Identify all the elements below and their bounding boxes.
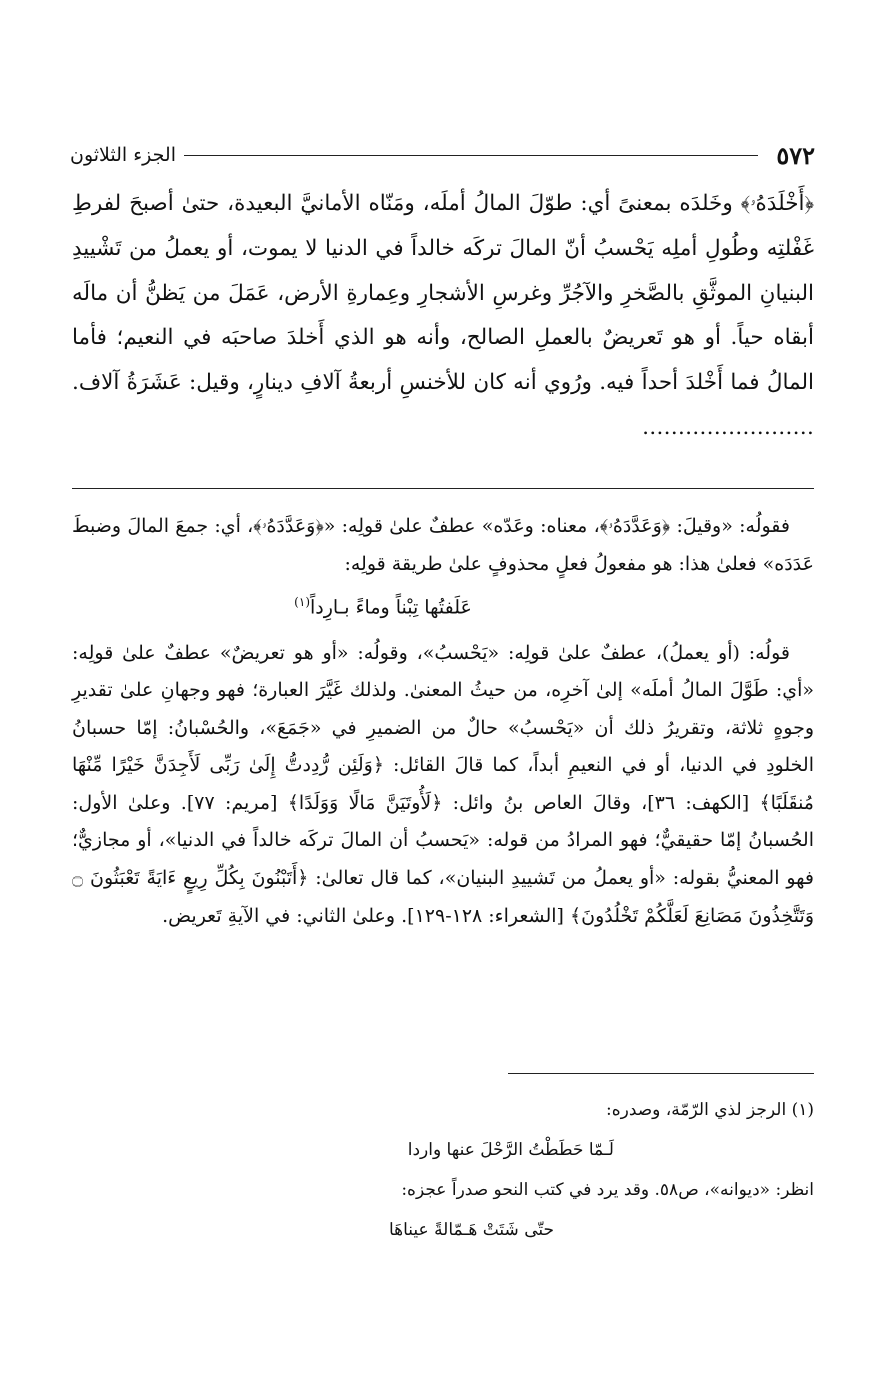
section-title: الجزء الثلاثون bbox=[70, 144, 176, 166]
dotted-leader: …………………… bbox=[642, 414, 814, 440]
section-divider bbox=[72, 488, 814, 489]
footnote-ref: (١) bbox=[294, 595, 310, 610]
main-paragraph-text: ﴿أَخْلَدَهُۥ﴾ وخَلدَه بمعنىً أي: طوّلَ المالُ أملَه، ومَنّاه الأمانيَّ البعيدة، حتىٰ أصبحَ لفرطِ غَفْلتِه وطُولِ أملِه يَحْسبُ أنّ المالَ تركَه خالداً في الدنيا لا يموت، أو يعملُ من تَشْييدِ البنيانِ الموثَّقِ بالصَّخرِ والآجُرِّ وغرسِ الأشجارِ وعِمارةِ الأرض، عَمَلَ من يَظنُّ أن مالَه أبقاه حياً. أو هو تَعريضٌ بالعملِ الصالح، وأنه هو الذي أَخلدَ صاحبَه في النعيم؛ فأما المالُ فما أَخْلدَ أحداً فيه. ورُوي أنه كان للأخنسِ أربعةُ آلافِ دينارٍ، وقيل: عَشَرَةُ آلاف. bbox=[72, 191, 814, 396]
footnote-verse-1: لَـمّا حَطَطْتُ الرَّحْلَ عنها واردا bbox=[407, 1140, 614, 1160]
page-header bbox=[70, 135, 815, 175]
commentary bbox=[72, 508, 814, 935]
poem-verse bbox=[72, 583, 814, 626]
footnote-1: (١) الرجز لذي الرّمّة، وصدره: bbox=[605, 1100, 814, 1120]
header-rule bbox=[184, 155, 758, 156]
footnotes bbox=[72, 1090, 814, 1250]
footnote-verse-2: حتّى شَتَتْ هَـمّالةً عيناهَا bbox=[388, 1220, 554, 1240]
poem-text: عَلَفتُها تِبْناً وماءً بـارِداً bbox=[310, 596, 472, 619]
footnote-rule bbox=[508, 1073, 814, 1074]
main-text bbox=[72, 182, 814, 451]
page-number: ٥٧٢ bbox=[776, 140, 815, 170]
commentary-paragraph-1: فقولُه: «وقيلَ: ﴿وَعَدَّدَهُۥ﴾، معناه: وعَدّه» عطفٌ علىٰ قولِه: «﴿وَعَدَّدَهُۥ﴾، أي: جمعَ المالَ وضبطَ عَدَدَه» فعلىٰ هذا: هو مفعولُ فعلٍ محذوفٍ علىٰ طريقة قولِه: bbox=[72, 515, 814, 575]
commentary-paragraph-2: قولُه: (أو يعملُ)، عطفٌ علىٰ قولِه: «يَحْسبُ»، وقولُه: «أو هو تعريضٌ» عطفٌ علىٰ قولِه: «أي: طَوَّلَ المالُ أملَه» إلىٰ آخرِه، من حيثُ المعنىٰ. ولذلك غَيَّرَ العبارة؛ فهو وجهانِ علىٰ تقديرِ وجوهٍ ثلاثة، وتقريرُ ذلك أن «يَحْسبُ» حالٌ من الضميرِ في «جَمَعَ»، والحُسْبانُ: إمّا حسبانُ الخلودِ في الدنيا، أو في النعيمِ أبداً، كما قالَ القائل: ﴿وَلَئِن رُّدِدتُّ إِلَىٰ رَبِّى لَأَجِدَنَّ خَيْرًا مِّنْهَا مُنقَلَبًا﴾ [الكهف: ٣٦]، وقالَ العاص بنُ وائل: ﴿لَأُوتَيَنَّ مَالًا وَوَلَدًا﴾ [مريم: ٧٧]. وعلىٰ الأول: الحُسبانُ إمّا حقيقيٌّ؛ فهو المرادُ من قوله: «يَحسبُ أن المالَ تركَه خالداً في الدنيا»، أو مجازيٌّ؛ فهو المعنيُّ بقوله: «أو يعملُ من تَشييدِ البنيان»، كما قال تعالىٰ: ﴿أَتَبْنُونَ بِكُلِّ رِيعٍ ءَايَةً تَعْبَثُونَ ۝ وَتَتَّخِذُونَ مَصَانِعَ لَعَلَّكُمْ تَخْلُدُونَ﴾ [الشعراء: ١٢٨-١٢٩]. وعلىٰ الثاني: في الآيةِ تَعريض. bbox=[72, 641, 814, 927]
footnote-reference: انظر: «ديوانه»، ص٥٨. وقد يرد في كتب النحو صدراً عجزه: bbox=[401, 1180, 814, 1200]
main-paragraph bbox=[72, 182, 814, 451]
